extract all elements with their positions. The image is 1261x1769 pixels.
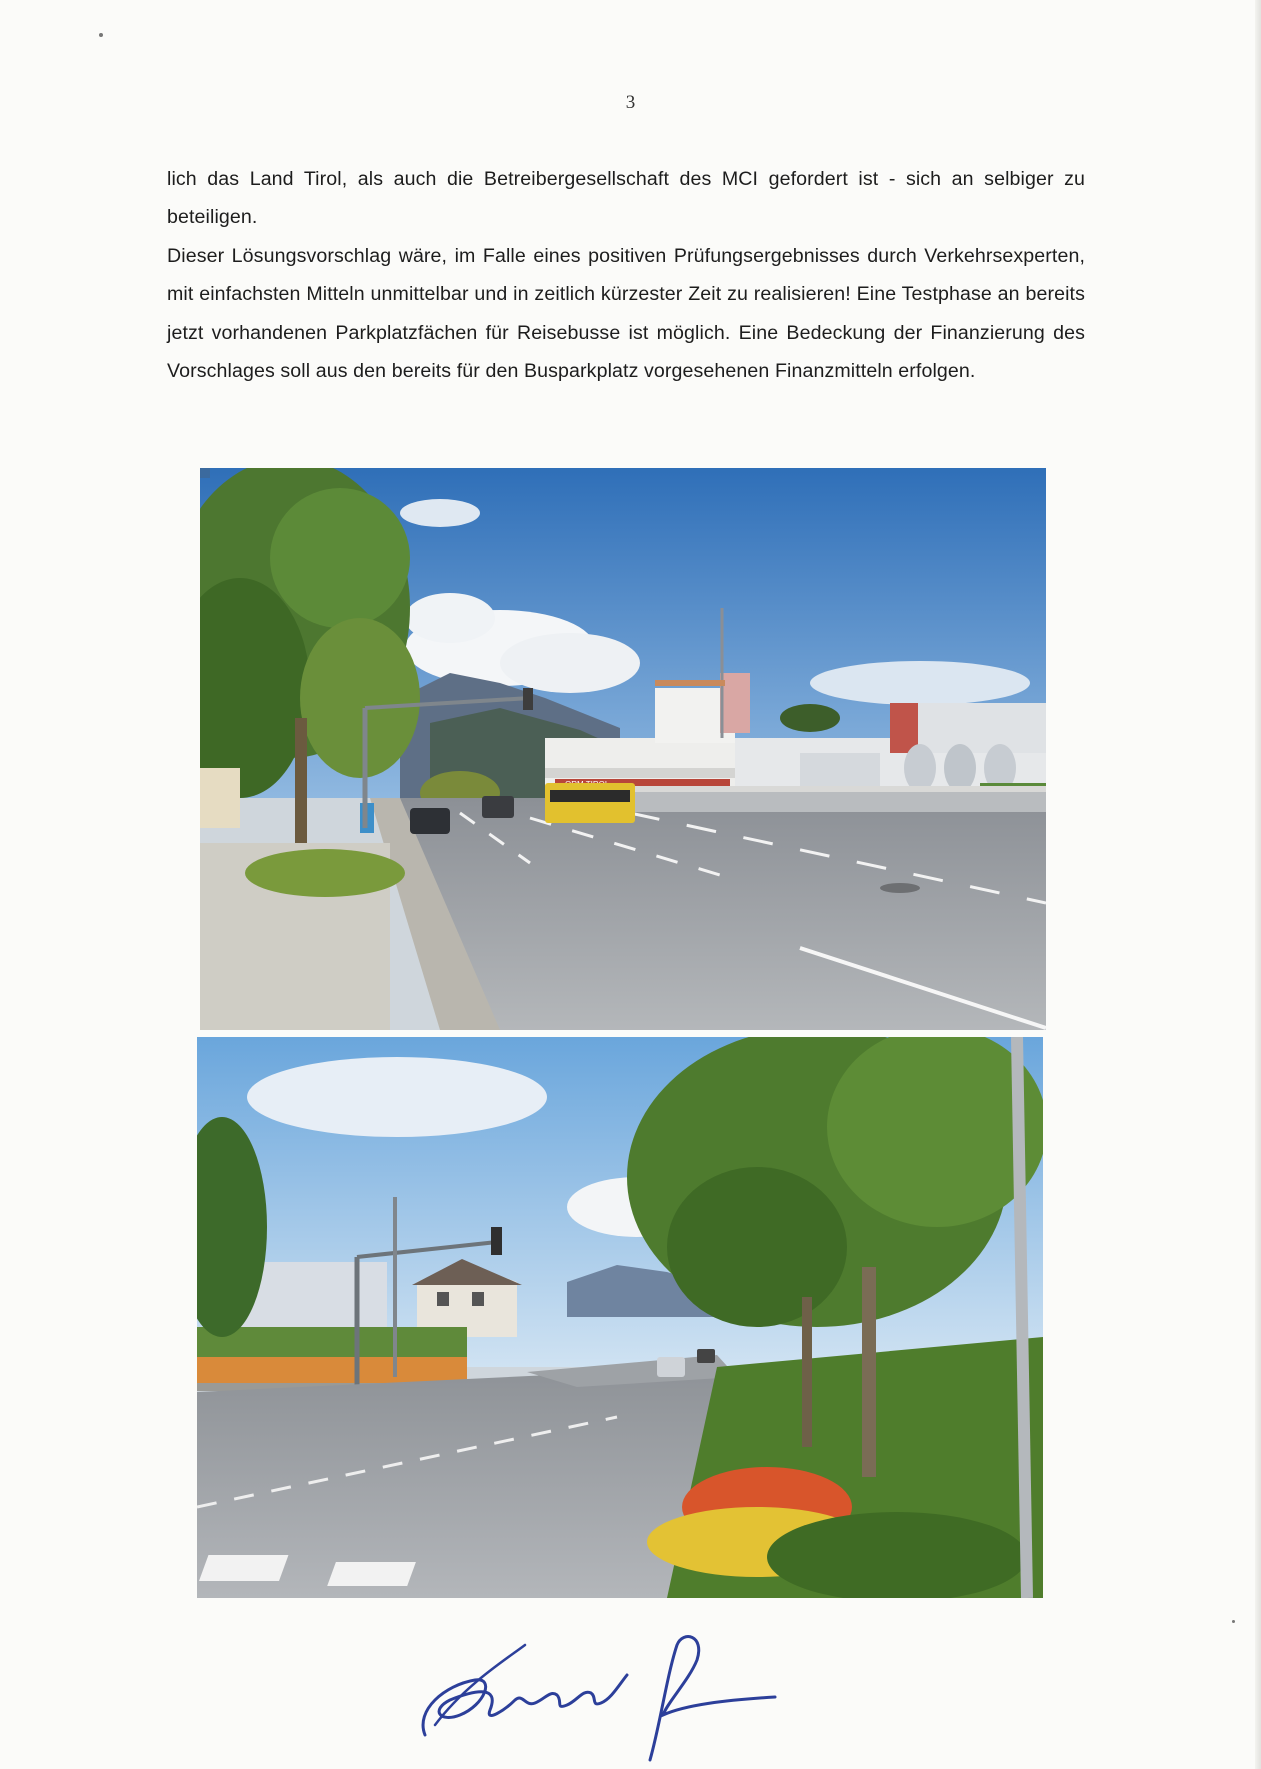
street-photo-top — [200, 468, 1046, 1030]
body-text — [167, 160, 1085, 390]
page-edge — [1255, 0, 1261, 1769]
street-photo-bottom — [197, 1037, 1043, 1598]
scan-speck — [99, 33, 103, 37]
page-number: 3 — [625, 92, 636, 113]
paragraph-2: Dieser Lösungsvorschlag wäre, im Falle eines positiven Prüfungsergebnisses durch Verkehrsexperten, mit einfachsten Mitteln unmittelbar und in zeitlich kürzester Zeit zu realisieren! Eine Testphase an bereits jetzt vorhandenen Parkplatzfächen für Reisebusse ist möglich. Eine Bedeckung der Finanzierung des Vorschlages soll aus den bereits für den Busparkplatz vorgesehenen Finanzmitteln erfolgen. — [167, 244, 1085, 383]
scan-speck — [1232, 1620, 1235, 1623]
signature — [405, 1615, 785, 1765]
paragraph-1: lich das Land Tirol, als auch die Betreibergesellschaft des MCI gefordert ist - sich an selbiger zu beteiligen. — [167, 168, 1085, 229]
